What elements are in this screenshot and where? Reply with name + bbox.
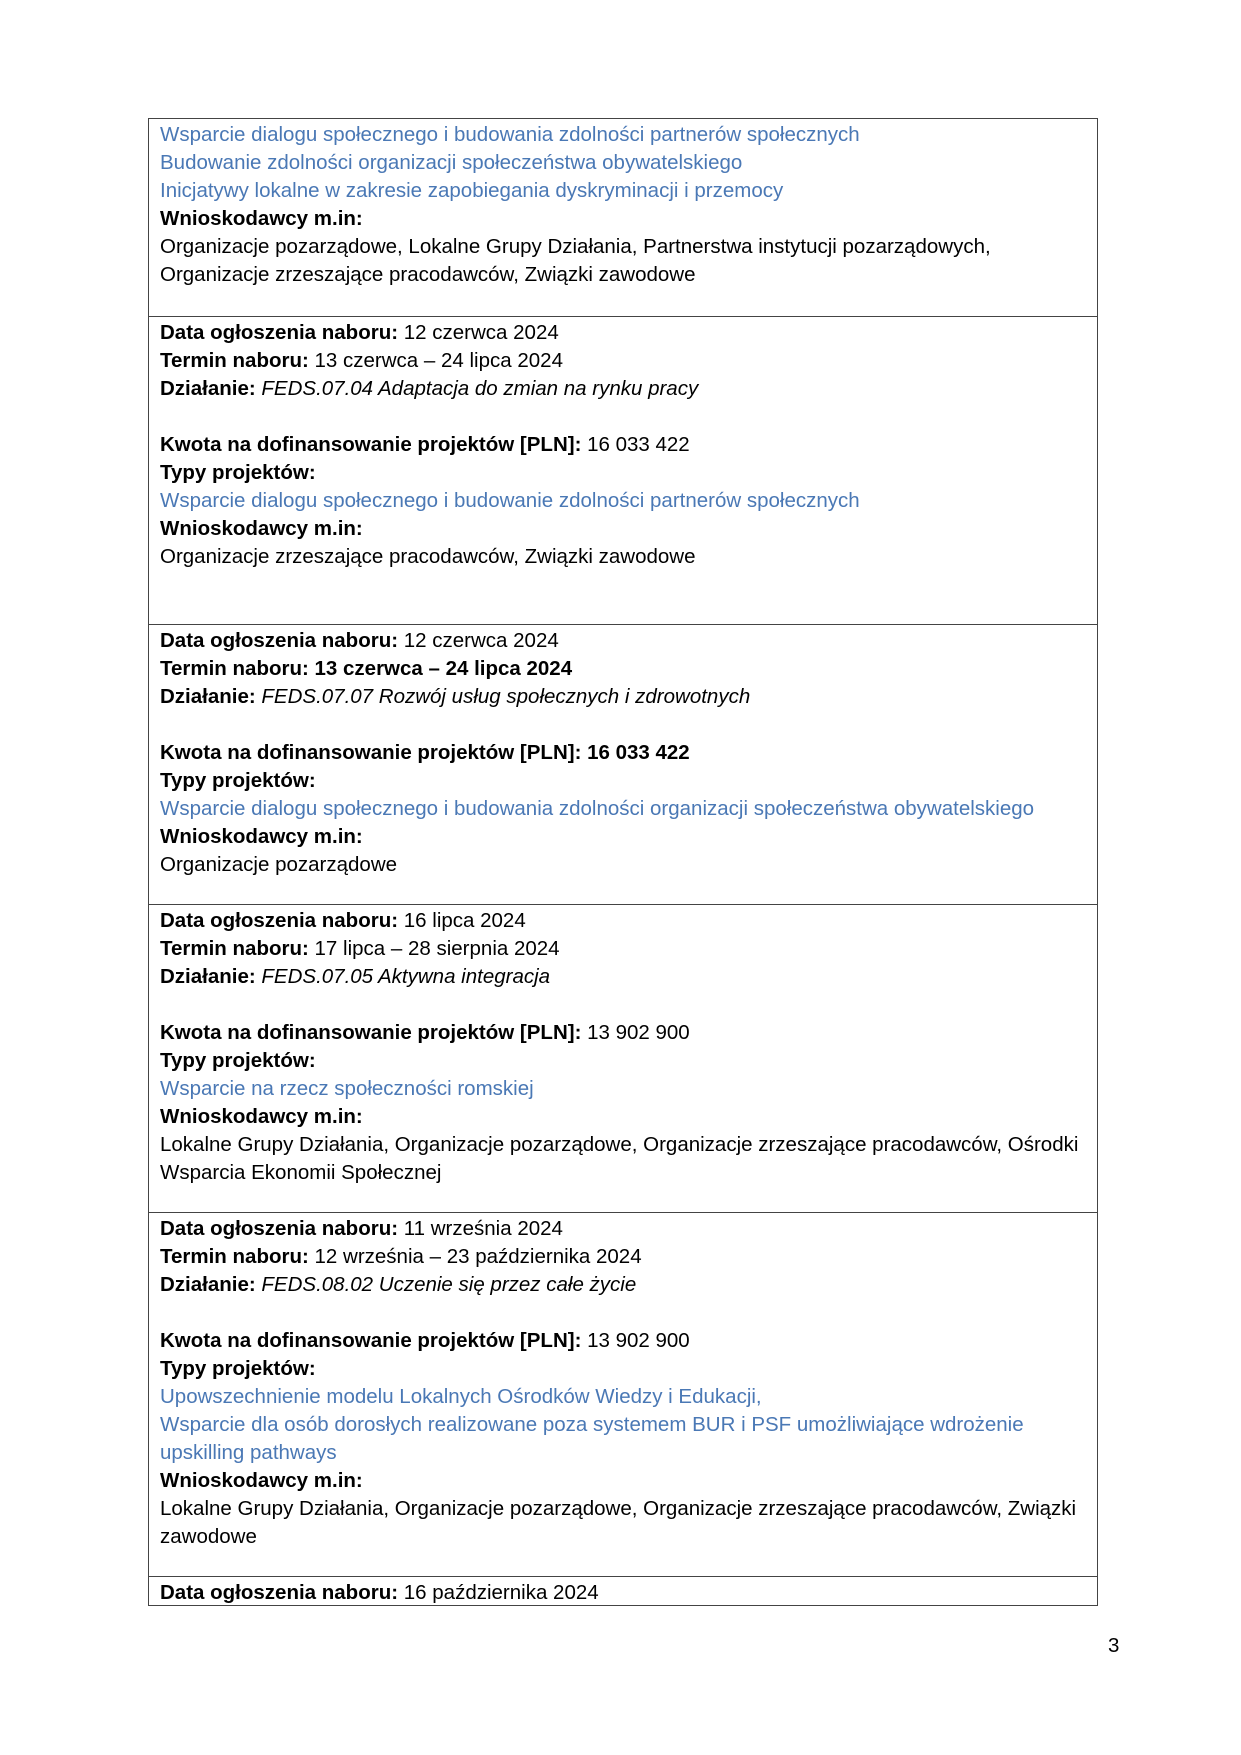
action-label: Działanie: [160, 1273, 256, 1296]
project-type: Upowszechnienie modelu Lokalnych Ośrodków Wiedzy i Edukacji, [160, 1385, 762, 1408]
types-label: Typy projektów: [160, 1049, 316, 1072]
announce-date: 11 września 2024 [403, 1217, 563, 1240]
term-label: Termin naboru: [160, 937, 309, 960]
applicants-label: Wnioskodawcy m.in: [160, 825, 363, 848]
term-label: Termin naboru: [160, 657, 309, 680]
action-label: Działanie: [160, 685, 256, 708]
project-type: Wsparcie dialogu społecznego i budowanie zdolności partnerów społecznych [160, 489, 860, 512]
term-value: 12 września – 23 października 2024 [314, 1245, 642, 1268]
recruitment-block [149, 625, 1097, 905]
action-value: FEDS.07.05 Aktywna integracja [261, 965, 551, 988]
recruitment-block [149, 119, 1097, 317]
applicants-value: Lokalne Grupy Działania, Organizacje pozarządowe, Organizacje zrzeszające pracodawców, Ośrodki Wsparcia Ekonomii Społecznej [160, 1133, 1079, 1184]
term-value: 17 lipca – 28 sierpnia 2024 [314, 937, 560, 960]
page-number: 3 [1108, 1634, 1120, 1657]
action-value: FEDS.07.04 Adaptacja do zmian na rynku pracy [261, 377, 699, 400]
applicants-label: Wnioskodawcy m.in: [160, 517, 363, 540]
applicants-label: Wnioskodawcy m.in: [160, 1469, 363, 1492]
action-label: Działanie: [160, 965, 256, 988]
applicants-value: Organizacje pozarządowe, Lokalne Grupy Działania, Partnerstwa instytucji pozarządowych, Organizacje zrzeszające pracodawców, Związki zawodowe [160, 235, 991, 286]
amount-label: Kwota na dofinansowanie projektów [PLN]: [160, 741, 582, 764]
applicants-label: Wnioskodawcy m.in: [160, 207, 363, 230]
project-type: Wsparcie dialogu społecznego i budowania zdolności organizacji społeczeństwa obywatelskiego [160, 797, 1035, 820]
recruitment-table [148, 118, 1098, 1606]
applicants-label: Wnioskodawcy m.in: [160, 1105, 363, 1128]
amount-label: Kwota na dofinansowanie projektów [PLN]: [160, 433, 582, 456]
announce-label: Data ogłoszenia naboru: [160, 321, 399, 344]
project-type: Wsparcie dla osób dorosłych realizowane poza systemem BUR i PSF umożliwiające wdrożenie upskilling pathways [160, 1413, 1024, 1464]
project-type: Wsparcie na rzecz społeczności romskiej [160, 1077, 534, 1100]
announce-label: Data ogłoszenia naboru: [160, 629, 399, 652]
term-label: Termin naboru: [160, 1245, 309, 1268]
applicants-value: Lokalne Grupy Działania, Organizacje pozarządowe, Organizacje zrzeszające pracodawców, Związki zawodowe [160, 1497, 1077, 1548]
action-value: FEDS.07.07 Rozwój usług społecznych i zdrowotnych [261, 685, 751, 708]
action-label: Działanie: [160, 377, 256, 400]
amount-value: 16 033 422 [587, 433, 690, 456]
announce-date: 16 października 2024 [403, 1581, 599, 1604]
project-type: Wsparcie dialogu społecznego i budowania zdolności partnerów społecznych [160, 123, 860, 146]
action-value: FEDS.08.02 Uczenie się przez całe życie [261, 1273, 637, 1296]
announce-label: Data ogłoszenia naboru: [160, 909, 399, 932]
recruitment-block [149, 905, 1097, 1213]
amount-label: Kwota na dofinansowanie projektów [PLN]: [160, 1021, 582, 1044]
amount-value: 13 902 900 [587, 1021, 690, 1044]
term-label: Termin naboru: [160, 349, 309, 372]
applicants-value: Organizacje zrzeszające pracodawców, Związki zawodowe [160, 545, 696, 568]
types-label: Typy projektów: [160, 461, 316, 484]
announce-label: Data ogłoszenia naboru: [160, 1217, 399, 1240]
recruitment-block [149, 1213, 1097, 1577]
recruitment-block [149, 1577, 1097, 1605]
project-type: Budowanie zdolności organizacji społeczeństwa obywatelskiego [160, 151, 743, 174]
types-label: Typy projektów: [160, 1357, 316, 1380]
amount-label: Kwota na dofinansowanie projektów [PLN]: [160, 1329, 582, 1352]
amount-value: 16 033 422 [587, 741, 690, 764]
term-value: 13 czerwca – 24 lipca 2024 [314, 349, 563, 372]
term-value: 13 czerwca – 24 lipca 2024 [314, 657, 573, 680]
applicants-value: Organizacje pozarządowe [160, 853, 398, 876]
project-type: Inicjatywy lokalne w zakresie zapobiegania dyskryminacji i przemocy [160, 179, 784, 202]
amount-value: 13 902 900 [587, 1329, 690, 1352]
recruitment-block [149, 317, 1097, 625]
types-label: Typy projektów: [160, 769, 316, 792]
announce-label: Data ogłoszenia naboru: [160, 1581, 399, 1604]
announce-date: 12 czerwca 2024 [403, 321, 559, 344]
announce-date: 12 czerwca 2024 [403, 629, 559, 652]
announce-date: 16 lipca 2024 [403, 909, 526, 932]
